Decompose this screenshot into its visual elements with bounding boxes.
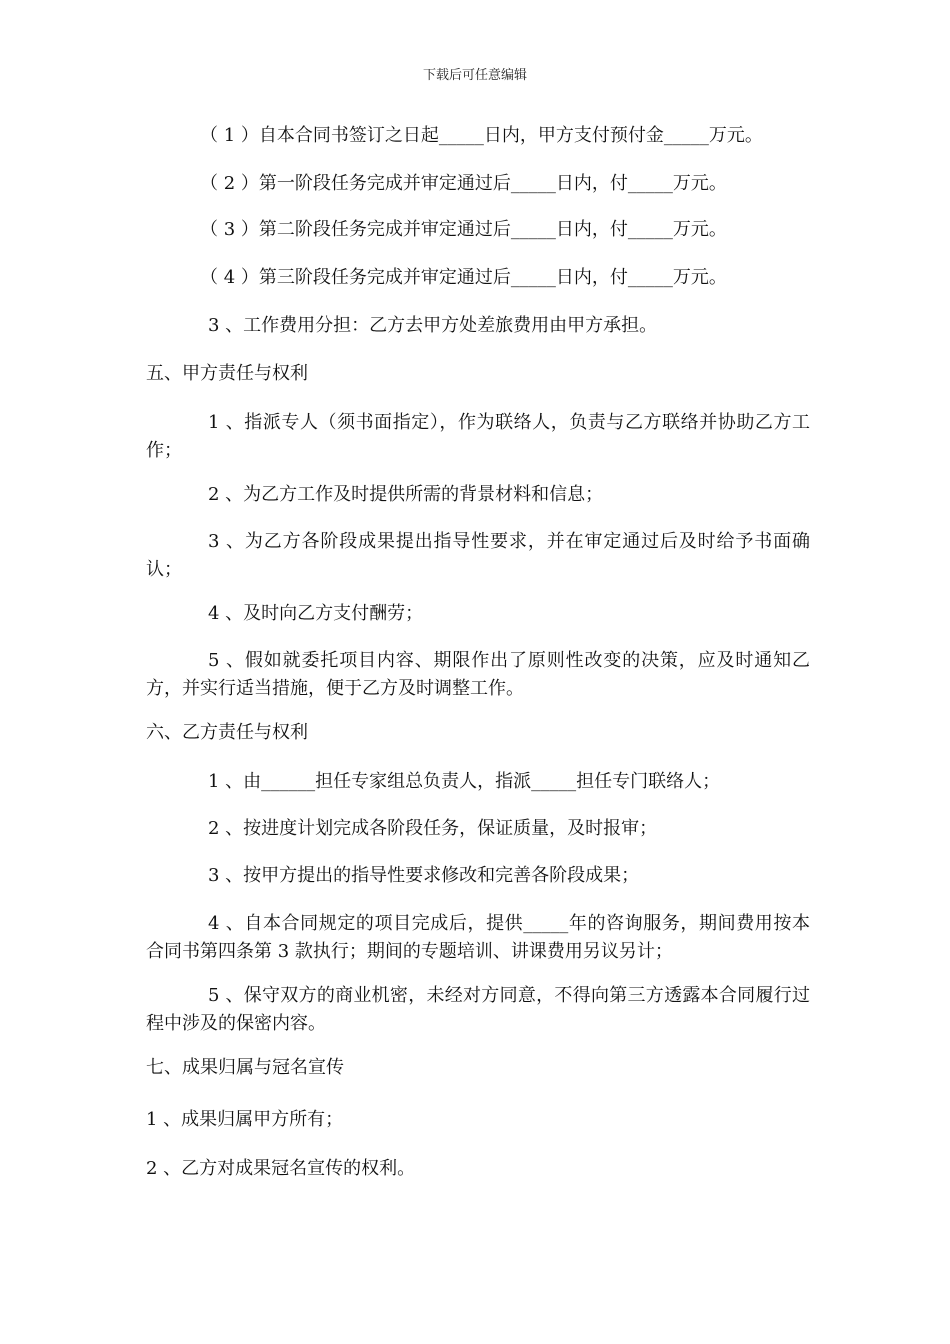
payment-item-4: （ 4 ）第三阶段任务完成并审定通过后_____日内，付_____万元。 [200, 267, 727, 288]
clause-5-3-text: 3 、为乙方各阶段成果提出指导性要求，并在审定通过后及时给予书面确认； [146, 531, 810, 580]
clause-7-1: 1 、成果归属甲方所有； [146, 1109, 344, 1130]
payment-item-2: （ 2 ）第一阶段任务完成并审定通过后_____日内，付_____万元。 [200, 173, 727, 194]
clause-6-3: 3 、按甲方提出的指导性要求修改和完善各阶段成果； [208, 865, 640, 886]
clause-6-1: 1 、由______担任专家组总负责人，指派_____担任专门联络人； [208, 771, 721, 792]
page-header: 下载后可任意编辑 [422, 68, 527, 83]
clause-6-4-text: 4 、自本合同规定的项目完成后，提供_____年的咨询服务，期间费用按本合同书第四条第 3 款执行；期间的专题培训、讲课费用另议另计； [146, 913, 810, 962]
clause-5-1-text: 1 、指派专人（须书面指定），作为联络人，负责与乙方联络并协助乙方工作； [146, 412, 810, 461]
clause-5-2: 2 、为乙方工作及时提供所需的背景材料和信息； [208, 484, 604, 505]
section-heading-5: 五、甲方责任与权利 [146, 363, 308, 384]
clause-6-4 [146, 910, 810, 966]
section-heading-6: 六、乙方责任与权利 [146, 722, 308, 743]
payment-item-1: （ 1 ）自本合同书签订之日起_____日内，甲方支付预付金_____万元。 [200, 125, 763, 146]
clause-5-4: 4 、及时向乙方支付酬劳； [208, 603, 424, 624]
clause-6-5-text: 5 、保守双方的商业机密，未经对方同意，不得向第三方透露本合同履行过程中涉及的保密内容。 [146, 985, 810, 1034]
clause-5-5-text: 5 、假如就委托项目内容、期限作出了原则性改变的决策，应及时通知乙方，并实行适当措施，便于乙方及时调整工作。 [146, 650, 810, 699]
payment-item-3: （ 3 ）第二阶段任务完成并审定通过后_____日内，付_____万元。 [200, 219, 727, 240]
clause-7-2: 2 、乙方对成果冠名宣传的权利。 [146, 1158, 416, 1179]
clause-5-3 [146, 528, 810, 584]
clause-6-2: 2 、按进度计划完成各阶段任务，保证质量，及时报审； [208, 818, 658, 839]
clause-5-5 [146, 647, 810, 703]
cost-sharing-clause: 3 、工作费用分担：乙方去甲方处差旅费用由甲方承担。 [208, 315, 658, 336]
section-heading-7: 七、成果归属与冠名宣传 [146, 1057, 344, 1078]
clause-6-5 [146, 982, 810, 1038]
clause-5-1 [146, 409, 810, 465]
